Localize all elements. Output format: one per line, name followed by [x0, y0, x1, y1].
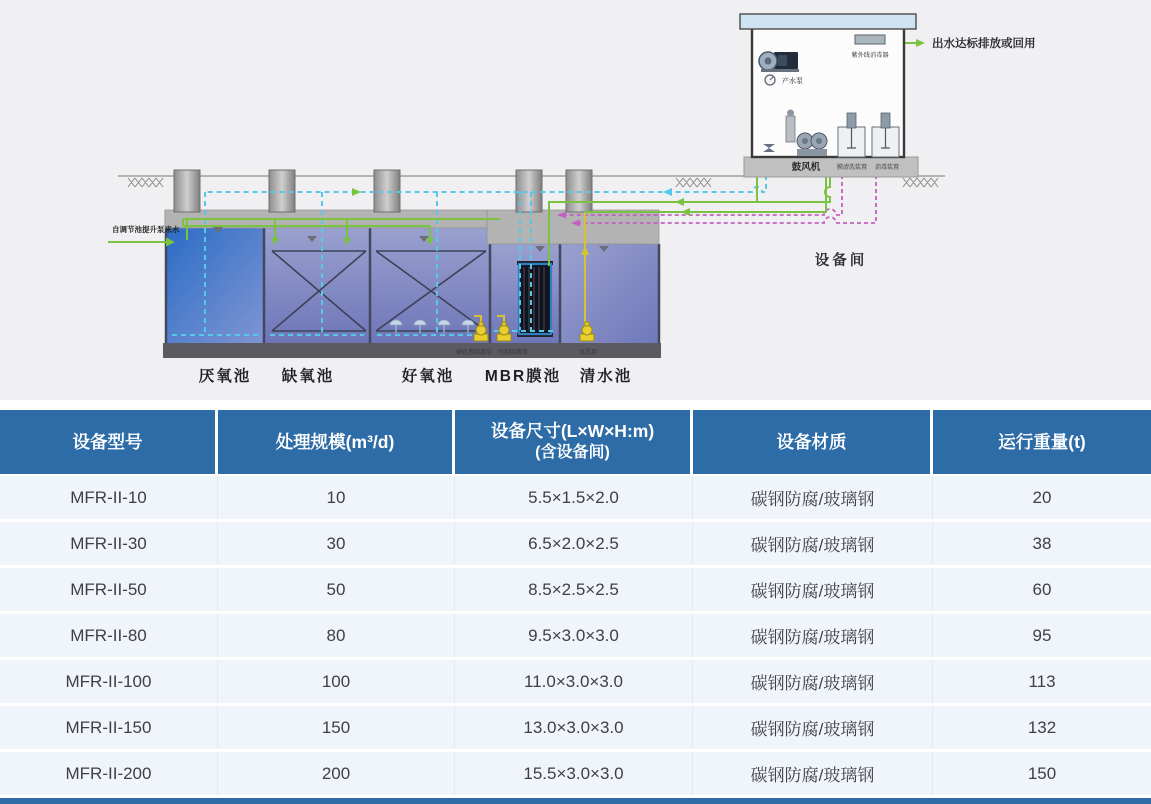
tank-labels: [199, 366, 633, 385]
anaerobic-tank: [166, 226, 264, 343]
cell-model: MFR-II-150: [0, 706, 218, 749]
cell-weight: 60: [1032, 579, 1052, 599]
clean-water-tank: [560, 244, 659, 343]
cell-capacity: 50: [218, 568, 455, 611]
cell-dimensions: 8.5×2.5×2.5: [455, 568, 693, 611]
table-row: [0, 568, 1151, 611]
aerobic-tank: [370, 228, 490, 343]
header-material: 设备材质: [693, 410, 933, 474]
cell-model: MFR-II-50: [0, 568, 218, 611]
cell-weight: 38: [1032, 533, 1052, 553]
sludge-return-pump-label: 污泥回流泵: [497, 350, 529, 356]
header-model: 设备型号: [0, 410, 218, 474]
nitrified-return-pump-label: 硝化液回流泵: [455, 350, 493, 356]
dosing-b-label: 消毒装置: [874, 165, 900, 171]
cell-model: MFR-II-30: [0, 522, 218, 565]
header-dimensions-note: (含设备间): [535, 443, 610, 461]
cell-dimensions: 15.5×3.0×3.0: [455, 752, 693, 795]
table-row: [0, 522, 1151, 565]
header-capacity: 处理规模(m³/d): [218, 410, 455, 474]
equipment-room: [740, 14, 918, 177]
blower-label: 鼓风机: [791, 162, 821, 173]
table-row: [0, 476, 1151, 519]
outlet-label: 出水达标排放或回用: [932, 38, 1036, 50]
cell-weight: 132: [1027, 717, 1057, 737]
anaerobic-tank-label: 厌氧池: [198, 368, 252, 385]
table-bottom-bar: [0, 798, 1151, 804]
cell-dimensions: 11.0×3.0×3.0: [455, 660, 693, 703]
cell-weight: 95: [1032, 625, 1052, 645]
cell-model: MFR-II-80: [0, 614, 218, 657]
cell-capacity: 10: [218, 476, 455, 519]
table-row: [0, 706, 1151, 749]
cell-dimensions: 13.0×3.0×3.0: [455, 706, 693, 749]
cell-dimensions: 5.5×1.5×2.0: [455, 476, 693, 519]
clean-water-tank-label: 清水池: [579, 368, 633, 385]
cell-weight: 150: [1027, 763, 1057, 783]
membrane-module: [517, 261, 553, 337]
cell-capacity: 30: [218, 522, 455, 565]
process-diagram-svg: [0, 0, 1151, 400]
cell-dimensions: 9.5×3.0×3.0: [455, 614, 693, 657]
room-roof: [740, 14, 916, 29]
cell-dimensions: 6.5×2.0×2.5: [455, 522, 693, 565]
equipment-room-label: 设备间: [814, 253, 868, 269]
dosing-a-label: 膜清洗装置: [836, 165, 868, 171]
header-dimensions: 设备尺寸(L×W×H:m) (含设备间): [455, 410, 693, 474]
cell-model: MFR-II-200: [0, 752, 218, 795]
cell-capacity: 100: [218, 660, 455, 703]
process-diagram: [0, 0, 1151, 400]
cell-capacity: 80: [218, 614, 455, 657]
inlet-label: 自调节池提升泵来水: [112, 225, 180, 234]
table-header-row: [0, 410, 1151, 474]
cell-model: MFR-II-10: [0, 476, 218, 519]
cell-capacity: 200: [218, 752, 455, 795]
cell-weight: 20: [1032, 487, 1052, 507]
cell-material: 碳钢防腐/玻璃钢: [693, 614, 933, 657]
header-weight: 运行重量(t): [998, 431, 1086, 452]
cell-material: 碳钢防腐/玻璃钢: [693, 522, 933, 565]
backwash-pump-label: 反洗泵: [578, 350, 598, 356]
table-row: [0, 660, 1151, 703]
table-row: [0, 614, 1151, 657]
cell-material: 碳钢防腐/玻璃钢: [693, 660, 933, 703]
product-pump-label: 产水泵: [782, 78, 803, 85]
aerobic-tank-label: 好氧池: [401, 368, 455, 385]
anoxic-tank: [264, 228, 370, 343]
air-flow-arrow: [663, 188, 672, 196]
cell-material: 碳钢防腐/玻璃钢: [693, 476, 933, 519]
table-row: [0, 752, 1151, 795]
spec-table: [0, 410, 1151, 804]
anoxic-tank-label: 缺氧池: [281, 368, 335, 385]
cell-capacity: 150: [218, 706, 455, 749]
cell-weight: 113: [1028, 671, 1056, 691]
cell-material: 碳钢防腐/玻璃钢: [693, 568, 933, 611]
cell-material: 碳钢防腐/玻璃钢: [693, 706, 933, 749]
uv-sterilizer-label: 紫外线消毒器: [851, 52, 889, 59]
cell-material: 碳钢防腐/玻璃钢: [693, 752, 933, 795]
cell-model: MFR-II-100: [0, 660, 218, 703]
mbr-tank-label: MBR膜池: [484, 368, 562, 385]
